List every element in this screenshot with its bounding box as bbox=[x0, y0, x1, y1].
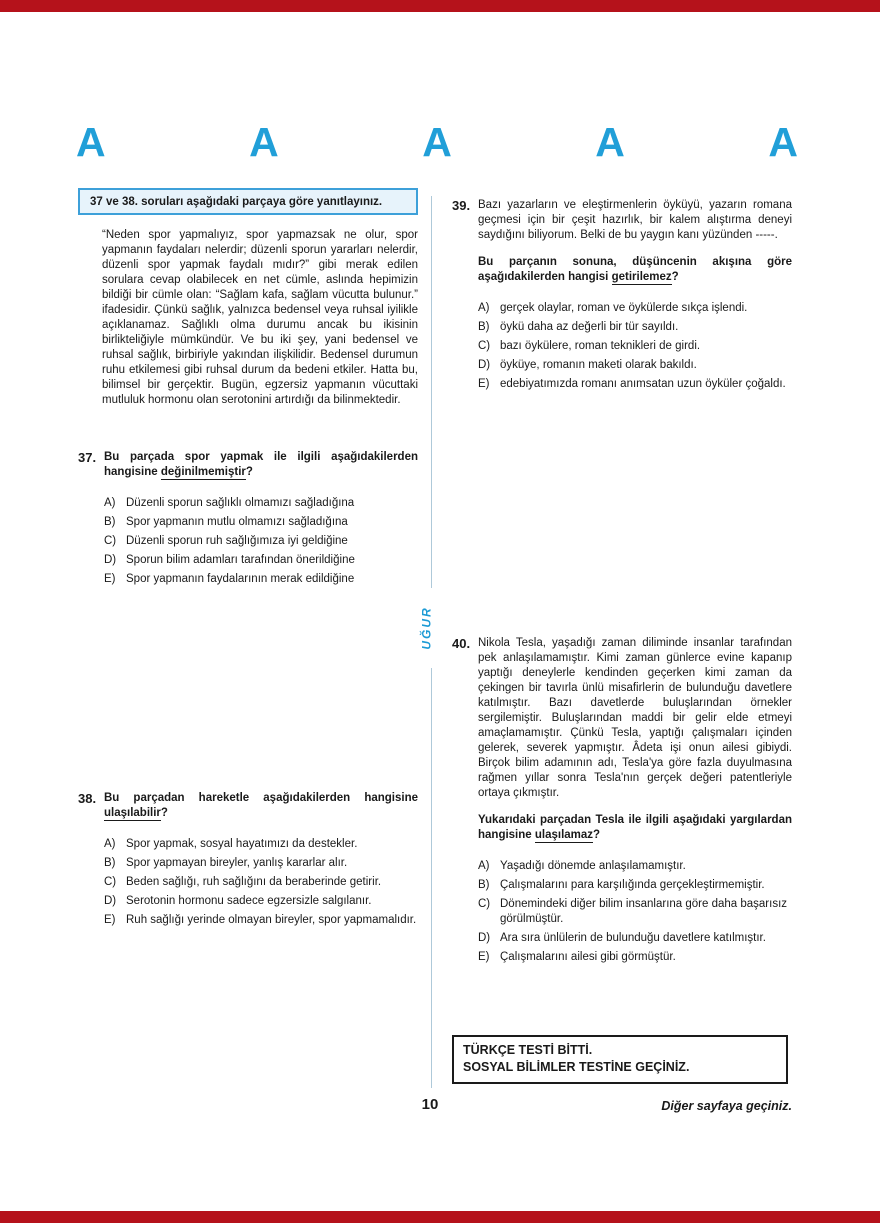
option-text: Serotonin hormonu sadece egzersizle salgılanır. bbox=[126, 895, 372, 907]
column-divider-lower bbox=[431, 668, 432, 1088]
option-row bbox=[104, 515, 418, 530]
options-list bbox=[104, 837, 418, 928]
question-number: 38. bbox=[78, 791, 97, 806]
option-row bbox=[478, 859, 792, 874]
option-row bbox=[478, 897, 792, 927]
option-label: E) bbox=[478, 378, 490, 390]
form-letter-a: A bbox=[249, 119, 279, 165]
option-text: bazı öykülere, roman teknikleri de girdi. bbox=[500, 340, 701, 352]
option-text: Ara sıra ünlülerin de bulunduğu davetlere katılmıştır. bbox=[500, 932, 766, 944]
option-label: D) bbox=[104, 895, 117, 907]
option-row bbox=[478, 301, 792, 316]
instruction-box bbox=[78, 188, 418, 215]
question-38 bbox=[78, 791, 418, 932]
question-passage: Bazı yazarların ve eleştirmenlerin öyküyü, yazarın romana geçmesi için bir çeşit hazırlık, bir kalem alıştırma deneyi saydığını biliyorum. Belki de bu yaygın kanı yüzünden -----. bbox=[478, 199, 792, 241]
question-passage: Nikola Tesla, yaşadığı zaman diliminde insanlar tarafından pek anlaşılamamıştır. Kimi zaman günlerce evine kapanıp yaptığı deneylerle kendinden geçerken kimi zaman da çekingen bir tavırla ünlü misafirlerin de bulunduğu davetlere katılmıştır. Bazı davetlerde buluşlarından örnekler sergilemiştir. Buluşlarından maddi bir gelir elde etmeyi amaçlamamıştır. Çünkü Tesla, yaptığı çalışmaları içinden gelerek, severek yapmıştır. Âdeta işi onun ailesi gibiydi. Birçok bilim adamının adı, Tesla'ya göre fazla duyulmasına rağmen yıllar sonra Tesla'nın gerçek değeri patentleriyle ortaya çıkmıştır. bbox=[478, 637, 792, 799]
option-row bbox=[478, 377, 792, 392]
stem-text: ? bbox=[245, 466, 253, 478]
option-label: E) bbox=[104, 573, 116, 585]
option-label: C) bbox=[104, 535, 117, 547]
option-row bbox=[104, 496, 418, 511]
option-row bbox=[104, 572, 418, 587]
stem-underlined-keyword: ulaşılabilir bbox=[104, 807, 161, 819]
form-letter-a: A bbox=[76, 119, 106, 165]
end-of-test-line2: SOSYAL BİLİMLER TESTİNE GEÇİNİZ. bbox=[463, 1060, 690, 1074]
option-label: C) bbox=[478, 898, 491, 910]
stem-text: Bu parçadan hareketle aşağıdakilerden hangisine bbox=[104, 792, 418, 804]
stem-text: Bu parçanın sonuna, düşüncenin akışına göre aşağıdakilerden hangisi bbox=[478, 256, 792, 283]
option-text: Beden sağlığı, ruh sağlığını da beraberinde getirir. bbox=[126, 876, 382, 888]
option-row bbox=[104, 913, 418, 928]
option-label: D) bbox=[478, 932, 491, 944]
option-text: Sporun bilim adamları tarafından önerildiğine bbox=[126, 554, 355, 566]
end-of-test-box bbox=[452, 1035, 788, 1084]
question-body bbox=[478, 636, 792, 969]
option-label: A) bbox=[478, 302, 490, 314]
option-label: B) bbox=[478, 321, 490, 333]
question-number: 40. bbox=[452, 636, 471, 651]
option-label: D) bbox=[104, 554, 117, 566]
option-text: öykü daha az değerli bir tür sayıldı. bbox=[500, 321, 679, 333]
option-label: A) bbox=[478, 860, 490, 872]
option-row bbox=[104, 875, 418, 890]
form-letter-a: A bbox=[595, 119, 625, 165]
question-number: 37. bbox=[78, 450, 97, 465]
options-list bbox=[478, 859, 792, 965]
end-of-test-line1: TÜRKÇE TESTİ BİTTİ. bbox=[463, 1043, 593, 1057]
options-list bbox=[478, 301, 792, 392]
option-text: Dönemindeki diğer bilim insanlarına göre daha başarısız görülmüştür. bbox=[500, 898, 788, 925]
option-label: E) bbox=[478, 951, 490, 963]
question-number: 39. bbox=[452, 198, 471, 213]
stem-underlined-keyword: getirilemez bbox=[611, 271, 672, 283]
option-row bbox=[478, 320, 792, 335]
right-column bbox=[452, 188, 792, 969]
option-text: Düzenli sporun ruh sağlığımıza iyi geldiğine bbox=[126, 535, 348, 547]
question-stem bbox=[478, 813, 792, 843]
option-text: Spor yapmanın faydalarının merak edildiğine bbox=[126, 573, 355, 585]
stem-text: Yukarıdaki parçadan Tesla ile ilgili aşağıdaki yargılardan hangisine bbox=[478, 814, 792, 841]
option-text: edebiyatımızda romanı anımsatan uzun öyküler çoğaldı. bbox=[500, 378, 786, 390]
option-row bbox=[478, 931, 792, 946]
stem-text: ? bbox=[593, 829, 601, 841]
question-body bbox=[478, 198, 792, 396]
option-text: Spor yapmayan bireyler, yanlış kararlar alır. bbox=[126, 857, 348, 869]
option-text: öyküye, romanın maketi olarak bakıldı. bbox=[500, 359, 697, 371]
question-stem bbox=[104, 450, 418, 480]
stem-underlined-keyword: ulaşılamaz bbox=[534, 829, 594, 841]
stem-text: Bu parçada spor yapmak ile ilgili aşağıdakilerden hangisine bbox=[104, 451, 418, 478]
stem-text: ? bbox=[160, 807, 168, 819]
question-stem bbox=[104, 791, 418, 821]
form-letter-a: A bbox=[768, 119, 798, 165]
option-row bbox=[478, 358, 792, 373]
option-row bbox=[104, 856, 418, 871]
passage-37-38: “Neden spor yapmalıyız, spor yapmazsak ne olur, spor yapmanın faydaları nelerdir; düzenli sporun yararları nelerdir, düzenli spor yapmak faydalı mıdır?” gibi merak edilen sorulara cevap olabilecek en net cümle, aslında hepimizin bildiği bir cümle olan: “Sağlam kafa, sağlam vücutta bulunur.” ifadesidir. Çünkü sağlık, yalnızca bedensel veya ruhsal iyilikle açıklanamaz. Sağlıklı olma durumu ancak bu ikisinin birlikteliğiyle mümkündür. Ve bu iki şey, yani bedensel ve ruhsal sağlık, birbiriyle yakından ilişkilidir. Bedensel durumun ruhu etkilemesi gibi ruhsal durum da bedeni etkiler. Hatta bu, bilimsel bir gerçektir. Bugün, egzersiz yapmanın vücuttaki mutluluk hormonu olan serotonini artırdığı da bilinmektedir. bbox=[102, 229, 418, 406]
option-text: Spor yapmanın mutlu olmamızı sağladığına bbox=[126, 516, 348, 528]
question-body bbox=[104, 450, 418, 591]
question-40 bbox=[452, 636, 792, 969]
option-label: B) bbox=[104, 516, 116, 528]
option-label: C) bbox=[104, 876, 117, 888]
bottom-red-bar bbox=[0, 1211, 880, 1223]
form-letters-row bbox=[76, 119, 798, 165]
option-text: Yaşadığı dönemde anlaşılamamıştır. bbox=[500, 860, 686, 872]
next-page-note: Diğer sayfaya geçiniz. bbox=[661, 1099, 792, 1113]
option-text: Çalışmalarını para karşılığında gerçekleştirmemiştir. bbox=[500, 879, 765, 891]
question-37 bbox=[78, 450, 418, 591]
question-39 bbox=[452, 198, 792, 396]
option-row bbox=[104, 534, 418, 549]
question-body bbox=[104, 791, 418, 932]
option-row bbox=[104, 894, 418, 909]
option-row bbox=[478, 339, 792, 354]
publisher-watermark-text: UĞUR bbox=[420, 606, 434, 650]
option-label: D) bbox=[478, 359, 491, 371]
form-letter-a: A bbox=[422, 119, 452, 165]
option-text: Ruh sağlığı yerinde olmayan bireyler, spor yapmamalıdır. bbox=[126, 914, 417, 926]
column-divider-upper bbox=[431, 196, 432, 588]
left-column bbox=[78, 188, 418, 932]
question-stem bbox=[478, 255, 792, 285]
options-list bbox=[104, 496, 418, 587]
option-row bbox=[104, 553, 418, 568]
option-label: B) bbox=[478, 879, 490, 891]
option-row bbox=[478, 950, 792, 965]
option-label: A) bbox=[104, 838, 116, 850]
option-row bbox=[478, 878, 792, 893]
stem-underlined-keyword: değinilmemiştir bbox=[160, 466, 246, 478]
option-text: gerçek olaylar, roman ve öykülerde sıkça işlendi. bbox=[500, 302, 748, 314]
option-label: B) bbox=[104, 857, 116, 869]
option-label: E) bbox=[104, 914, 116, 926]
instruction-text: 37 ve 38. soruları aşağıdaki parçaya göre yanıtlayınız. bbox=[90, 196, 383, 208]
top-red-bar bbox=[0, 0, 880, 12]
option-text: Çalışmalarını ailesi gibi görmüştür. bbox=[500, 951, 676, 963]
option-text: Düzenli sporun sağlıklı olmamızı sağladığına bbox=[126, 497, 355, 509]
option-text: Spor yapmak, sosyal hayatımızı da destekler. bbox=[126, 838, 358, 850]
option-label: C) bbox=[478, 340, 491, 352]
option-label: A) bbox=[104, 497, 116, 509]
page-number: 10 bbox=[421, 1096, 439, 1113]
stem-text: ? bbox=[671, 271, 679, 283]
option-row bbox=[104, 837, 418, 852]
